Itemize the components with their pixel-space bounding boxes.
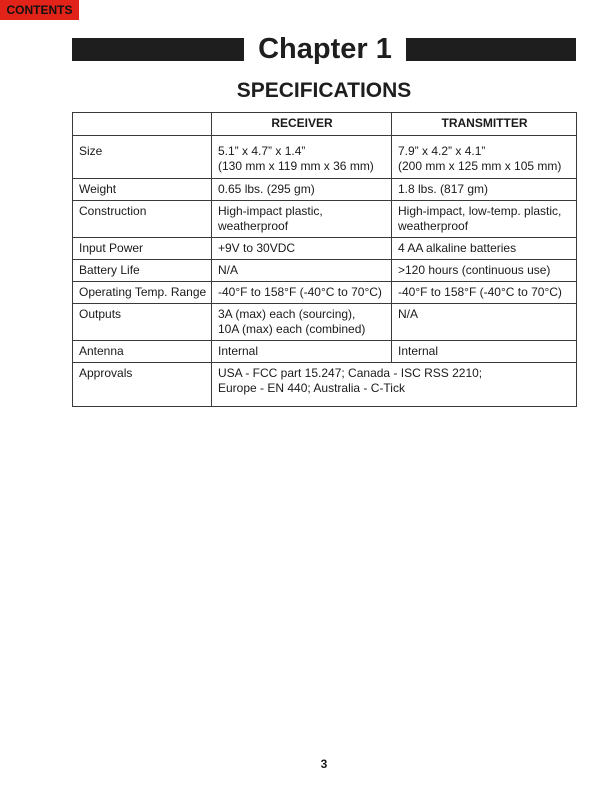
cell-line: 7.9” x 4.2” x 4.1” (398, 144, 486, 158)
receiver-cell (212, 179, 392, 201)
column-header-receiver: RECEIVER (212, 113, 392, 136)
row-label: Antenna (73, 341, 212, 363)
column-header-label (73, 113, 212, 136)
receiver-cell (212, 304, 392, 341)
receiver-cell (212, 238, 392, 260)
transmitter-cell (392, 260, 577, 282)
cell-line: Internal (398, 344, 439, 358)
row-label: Weight (73, 179, 212, 201)
table-row (73, 304, 577, 341)
table-row (73, 260, 577, 282)
cell-line: weatherproof (398, 219, 469, 233)
table-row (73, 201, 577, 238)
cell-line: 1.8 lbs. (817 gm) (398, 182, 489, 196)
specifications-table (72, 112, 577, 407)
receiver-cell (212, 341, 392, 363)
cell-line: 5.1” x 4.7” x 1.4” (218, 144, 306, 158)
approvals-cell (212, 363, 577, 407)
row-label: Approvals (73, 363, 212, 407)
table-row (73, 136, 577, 179)
transmitter-cell (392, 136, 577, 179)
receiver-cell (212, 201, 392, 238)
table-row (73, 238, 577, 260)
row-label: Construction (73, 201, 212, 238)
cell-line: 0.65 lbs. (295 gm) (218, 182, 315, 196)
table-row (73, 341, 577, 363)
transmitter-cell (392, 304, 577, 341)
transmitter-cell (392, 341, 577, 363)
cell-line: (200 mm x 125 mm x 105 mm) (398, 159, 562, 173)
page-number: 3 (320, 757, 328, 771)
chapter-bar-left (72, 38, 244, 61)
receiver-cell (212, 136, 392, 179)
chapter-bar-right (406, 38, 576, 61)
table-header-row (73, 113, 577, 136)
transmitter-cell (392, 201, 577, 238)
cell-line: Europe - EN 440; Australia - C-Tick (218, 381, 405, 395)
cell-line: Internal (218, 344, 259, 358)
contents-button[interactable]: CONTENTS (0, 0, 79, 20)
cell-line: -40°F to 158°F (-40°C to 70°C) (398, 285, 562, 299)
cell-line: High-impact, low-temp. plastic, (398, 204, 562, 218)
table-row (73, 282, 577, 304)
cell-line: USA - FCC part 15.247; Canada - ISC RSS 2210; (218, 366, 483, 380)
table-row (73, 363, 577, 407)
cell-line: -40°F to 158°F (-40°C to 70°C) (218, 285, 382, 299)
receiver-cell (212, 282, 392, 304)
row-label: Operating Temp. Range (73, 282, 212, 304)
transmitter-cell (392, 179, 577, 201)
cell-line: N/A (218, 263, 239, 277)
cell-line: +9V to 30VDC (218, 241, 296, 255)
cell-line: 3A (max) each (sourcing), (218, 307, 356, 321)
transmitter-cell (392, 282, 577, 304)
row-label: Battery Life (73, 260, 212, 282)
cell-line: 4 AA alkaline batteries (398, 241, 517, 255)
cell-line: N/A (398, 307, 419, 321)
cell-line: (130 mm x 119 mm x 36 mm) (218, 159, 374, 173)
cell-line: weatherproof (218, 219, 289, 233)
cell-line: 10A (max) each (combined) (218, 322, 366, 336)
cell-line: High-impact plastic, (218, 204, 323, 218)
column-header-transmitter: TRANSMITTER (392, 113, 577, 136)
row-label: Size (73, 136, 212, 179)
receiver-cell (212, 260, 392, 282)
transmitter-cell (392, 238, 577, 260)
chapter-heading: Chapter 1 (258, 33, 392, 65)
row-label: Outputs (73, 304, 212, 341)
page-title: SPECIFICATIONS (236, 79, 412, 102)
row-label: Input Power (73, 238, 212, 260)
cell-line: >120 hours (continuous use) (398, 263, 551, 277)
table-row (73, 179, 577, 201)
